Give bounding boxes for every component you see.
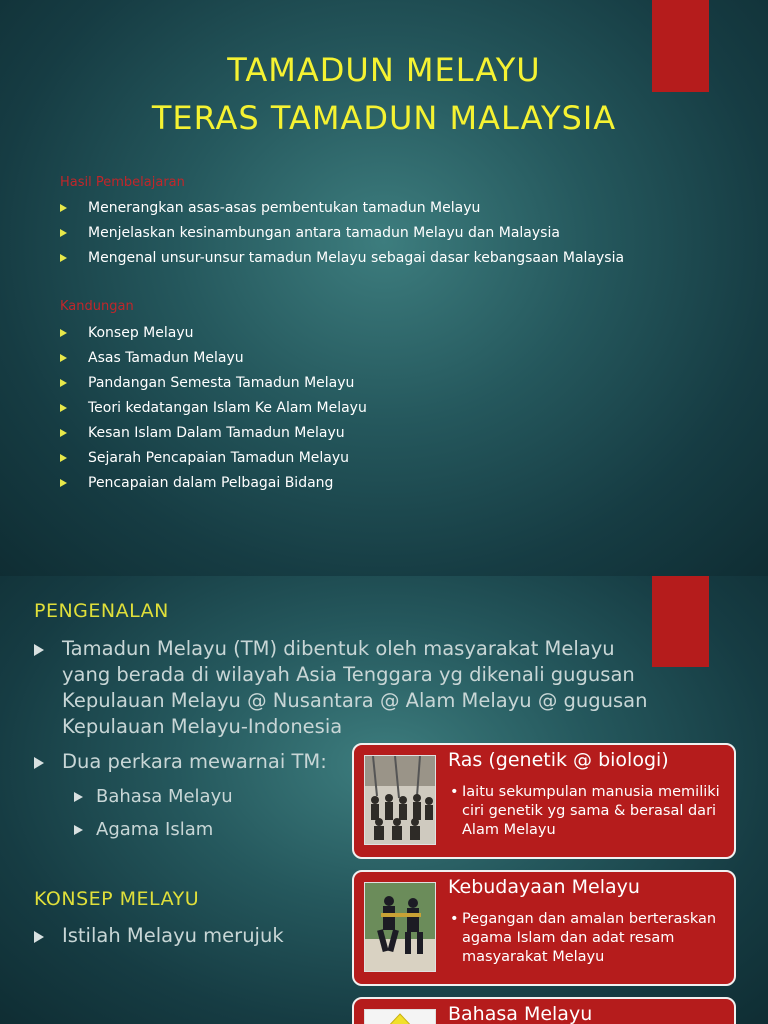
list-item: Menerangkan asas-asas pembentukan tamadun Melayu: [60, 199, 624, 224]
silat-photo-image: [364, 882, 436, 972]
triangle-bullet-icon: [60, 229, 67, 237]
triangle-bullet-icon: [74, 825, 83, 835]
triangle-bullet-icon: [34, 644, 44, 656]
kandungan-list: [60, 324, 367, 499]
slide-title-line-2: TERAS TAMADUN MALAYSIA: [151, 99, 617, 137]
sub-item-agama: Agama Islam: [74, 818, 213, 842]
list-item: Sejarah Pencapaian Tamadun Melayu: [60, 449, 367, 474]
list-item: Konsep Melayu: [60, 324, 367, 349]
dua-perkara-bullet: Dua perkara mewarnai TM:: [34, 749, 352, 775]
card-kebudayaan: [352, 870, 736, 986]
list-item: Teori kedatangan Islam Ke Alam Melayu: [60, 399, 367, 424]
list-item: Pandangan Semesta Tamadun Melayu: [60, 374, 367, 399]
triangle-bullet-icon: [34, 931, 44, 943]
card-text: • Pegangan dan amalan berteraskan agama Islam dan adat resam masyarakat Melayu: [448, 910, 742, 967]
group-photo-image: [364, 755, 436, 845]
triangle-bullet-icon: [60, 379, 67, 387]
triangle-bullet-icon: [60, 429, 67, 437]
triangle-bullet-icon: [60, 354, 67, 362]
konsep-melayu-heading: KONSEP MELAYU: [34, 888, 200, 910]
hasil-pembelajaran-heading: Hasil Pembelajaran: [60, 175, 185, 190]
triangle-bullet-icon: [34, 757, 44, 769]
sub-item-bahasa: Bahasa Melayu: [74, 785, 233, 809]
slide-title-line-1: TAMADUN MELAYU: [227, 51, 541, 89]
triangle-bullet-icon: [74, 792, 83, 802]
triangle-bullet-icon: [60, 204, 67, 212]
card-bahasa: [352, 997, 736, 1024]
triangle-bullet-icon: [60, 479, 67, 487]
istilah-bullet: Istilah Melayu merujuk: [34, 923, 332, 949]
list-item: Kesan Islam Dalam Tamadun Melayu: [60, 424, 367, 449]
list-item: Mengenal unsur-unsur tamadun Melayu sebagai dasar kebangsaan Malaysia: [60, 249, 624, 274]
triangle-bullet-icon: [60, 454, 67, 462]
list-item: Menjelaskan kesinambungan antara tamadun Melayu dan Malaysia: [60, 224, 624, 249]
card-title: Bahasa Melayu: [448, 1003, 593, 1024]
hasil-list: [60, 199, 624, 274]
slide-2: [0, 576, 768, 1024]
bahasa-image: [364, 1009, 436, 1024]
list-item: Asas Tamadun Melayu: [60, 349, 367, 374]
pengenalan-bullet: Tamadun Melayu (TM) dibentuk oleh masyarakat Melayu yang berada di wilayah Asia Tenggara yg dikenali gugusan Kepulauan Melayu @ Nusantara @ Alam Melayu @ gugusan Kepulauan Melayu-Indonesia: [34, 636, 702, 740]
card-ras: [352, 743, 736, 859]
triangle-bullet-icon: [60, 404, 67, 412]
card-title: Kebudayaan Melayu: [448, 876, 640, 898]
kandungan-heading: Kandungan: [60, 299, 134, 314]
card-title: Ras (genetik @ biologi): [448, 749, 669, 771]
pengenalan-heading: PENGENALAN: [34, 600, 169, 622]
list-item: Pencapaian dalam Pelbagai Bidang: [60, 474, 367, 499]
triangle-bullet-icon: [60, 254, 67, 262]
triangle-bullet-icon: [60, 329, 67, 337]
card-text: • Iaitu sekumpulan manusia memiliki ciri genetik yg sama & berasal dari Alam Melayu: [448, 783, 742, 840]
